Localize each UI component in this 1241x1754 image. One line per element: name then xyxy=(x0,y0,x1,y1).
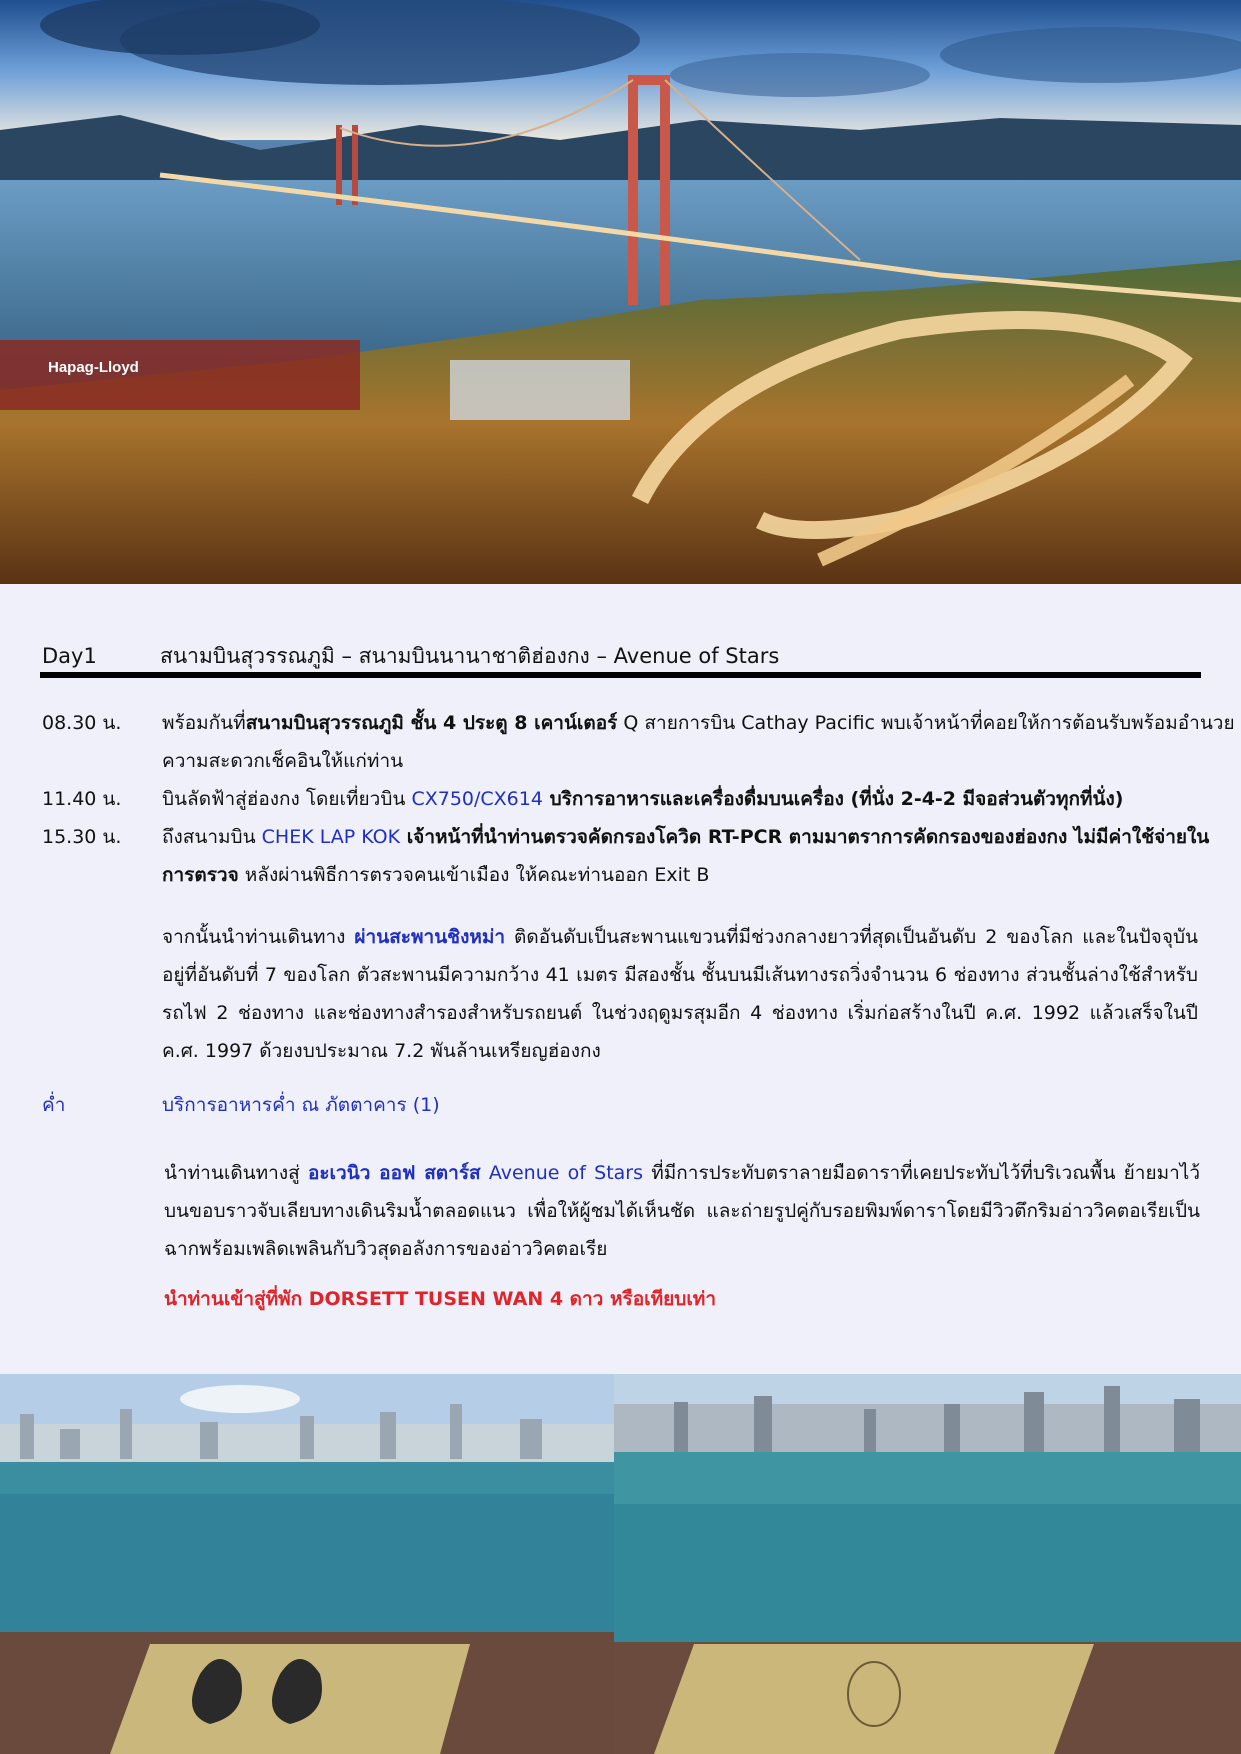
hotel-note: นำท่านเข้าสู่ที่พัก DORSETT TUSEN WAN 4 ดาว หรือเทียบเท่า xyxy=(164,1288,717,1310)
day-header xyxy=(42,636,1202,676)
avenue-description xyxy=(164,1154,1200,1268)
schedule-text xyxy=(162,704,1240,780)
avenue-name-en: Avenue of Stars xyxy=(480,1162,644,1184)
bridge-name: ผ่านสะพานชิงหม่า xyxy=(354,926,506,948)
ship-logo-text: Hapag-Lloyd xyxy=(48,359,139,376)
day-label: Day1 xyxy=(42,644,97,668)
day-title: สนามบินสุวรรณภูมิ – สนามบินนานาชาติฮ่องกง – Avenue of Stars xyxy=(160,643,780,668)
bridge-description xyxy=(162,918,1198,1070)
airport-highlight: สนามบินสุวรรณภูมิ ชั้น 4 ประตู 8 เคาน์เตอร์ xyxy=(245,712,618,734)
dinner-text: บริการอาหารค่ำ ณ ภัตตาคาร (1) xyxy=(162,1094,440,1116)
schedule-text xyxy=(162,818,1240,894)
meal-info: บริการอาหารและเครื่องดื่มบนเครื่อง (ที่นั่ง 2-4-2 มีจอส่วนตัวทุกที่นั่ง) xyxy=(542,788,1124,810)
schedule-time: ค่ำ xyxy=(42,1094,66,1116)
text-segment: พร้อมกันที่ xyxy=(162,712,246,734)
bottom-photos xyxy=(0,1374,1241,1754)
text-segment: บินลัดฟ้าสู่ฮ่องกง โดยเที่ยวบิน xyxy=(162,788,412,810)
text-segment: นำท่านเดินทางสู่ xyxy=(164,1162,308,1184)
text-segment: หลังผ่านพิธีการตรวจคนเข้าเมือง ให้คณะท่านออก Exit B xyxy=(238,864,710,886)
text-segment: ติดอันดับเป็นสะพานแขวนที่มีช่วงกลางยาวที่สุดเป็นอันดับ 2 ของโลก และในปัจจุบันอยู่ที่อันดับที่ 7 ของโลก ตัวสะพานมีความกว้าง 41 เมตร มีสองชั้น ชั้นบนมีเส้นทางรถวิ่งจำนวน 6 ช่องทาง ส่วนชั้นล่างใช้สำหรับรถไฟ 2 ช่องทาง และช่องทางสำรองสำหรับรถยนต์ ในช่วงฤดูมรสุมอีก 4 ช่องทาง เริ่มก่อสร้างในปี ค.ศ. 1992 แล้วเสร็จในปี ค.ศ. 1997 ด้วยงบประมาณ 7.2 พันล้านเหรียญฮ่องกง xyxy=(162,926,1199,1062)
covid-check-note: เจ้าหน้าที่นำท่านตรวจคัดกรองโควิด RT-PCR ตามมาตราการคัดกรองของฮ่องกง ไม่มีค่าใช้จ่ายในการตรวจ xyxy=(162,826,1210,886)
harbour-photo-portrait-plaque xyxy=(614,1374,1241,1754)
schedule-time: 08.30 น. xyxy=(42,712,122,734)
schedule-time: 15.30 น. xyxy=(42,826,122,848)
harbour-photo-handprints xyxy=(0,1374,614,1754)
hero-photo-bridge xyxy=(0,0,1241,584)
text-segment: จากนั้นนำท่านเดินทาง xyxy=(162,926,355,948)
schedule-text xyxy=(162,780,1240,818)
avenue-name-th: อะเวนิว ออฟ สตาร์ส xyxy=(307,1162,481,1184)
header-divider xyxy=(40,672,1201,678)
text-segment: ที่มีการประทับตราลายมือดาราที่เคยประทับไว้ที่บริเวณพื้น ย้ายมาไว้บนขอบราวจับเลียบทางเดินริมน้ำตลอดแนว เพื่อให้ผู้ชมได้เห็นชัด และถ่ายรูปคู่กับรอยพิมพ์ดาราโดยมีวิวตึกริมอ่าววิคตอเรียเป็นฉากพร้อมเพลิดเพลินกับวิวสุดอลังการของอ่าววิคตอเรีย xyxy=(164,1162,1200,1260)
schedule-time: 11.40 น. xyxy=(42,788,122,810)
flight-number: CX750/CX614 xyxy=(411,788,543,810)
text-segment: ถึงสนามบิน xyxy=(162,826,262,848)
airport-name: CHEK LAP KOK xyxy=(261,826,401,848)
text-segment: Q สายการบิน Cathay Pacific พบเจ้าหน้าที่คอยให้การต้อนรับพร้อมอำนวยความสะดวกเช็คอินให้แก่ท่าน xyxy=(162,712,1235,772)
